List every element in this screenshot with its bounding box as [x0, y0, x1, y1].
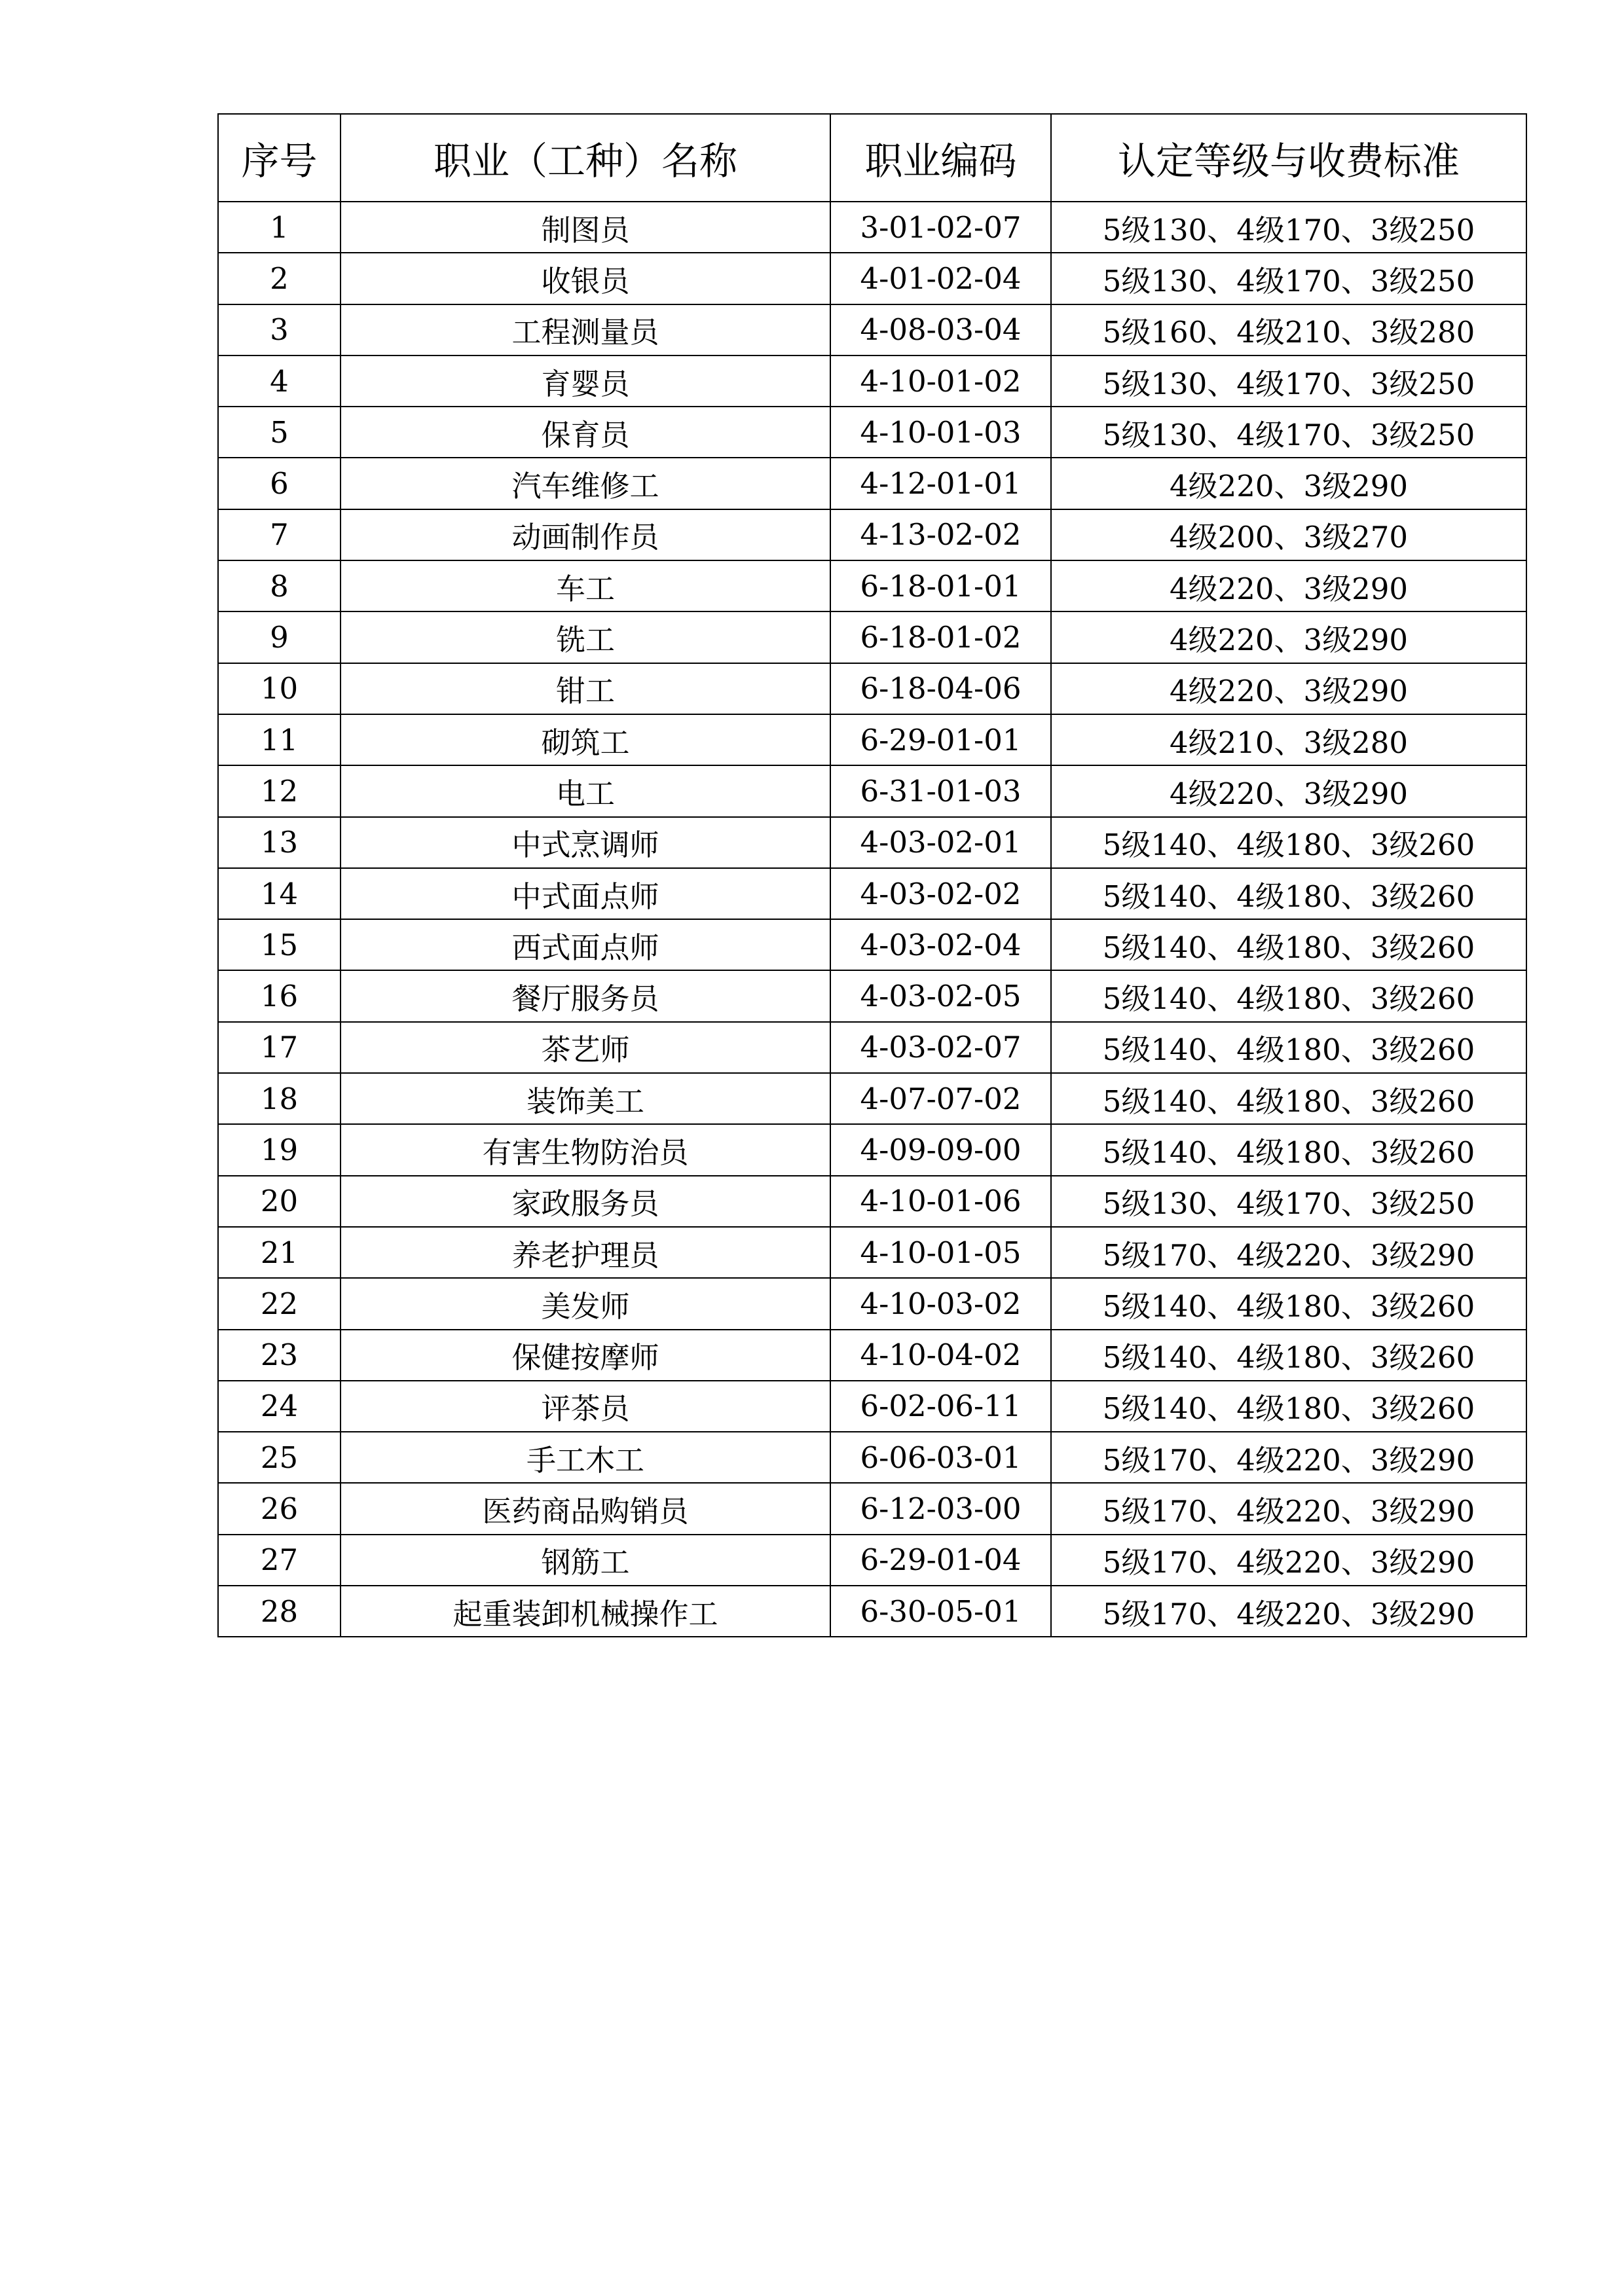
table-row: [218, 663, 1526, 714]
cell-occupation-code: 4-03-02-07: [830, 1022, 1051, 1073]
cell-serial-number: 19: [218, 1124, 341, 1175]
cell-level-and-fee: 5级170、4级220、3级290: [1051, 1483, 1526, 1534]
cell-occupation-name: 钢筋工: [341, 1535, 830, 1586]
cell-occupation-code: 4-10-01-06: [830, 1176, 1051, 1227]
header-row: [218, 114, 1526, 202]
table-row: [218, 970, 1526, 1021]
cell-level-and-fee: 4级210、3级280: [1051, 714, 1526, 765]
cell-occupation-name: 起重装卸机械操作工: [341, 1586, 830, 1637]
cell-occupation-code: 4-13-02-02: [830, 509, 1051, 560]
cell-level-and-fee: 5级170、4级220、3级290: [1051, 1535, 1526, 1586]
cell-serial-number: 28: [218, 1586, 341, 1637]
table-row: [218, 1176, 1526, 1227]
cell-occupation-code: 6-18-01-02: [830, 611, 1051, 663]
cell-occupation-name: 收银员: [341, 253, 830, 304]
cell-occupation-name: 西式面点师: [341, 919, 830, 970]
cell-level-and-fee: 5级140、4级180、3级260: [1051, 970, 1526, 1021]
header-level-and-fee: 认定等级与收费标准: [1051, 114, 1526, 202]
cell-level-and-fee: 5级130、4级170、3级250: [1051, 1176, 1526, 1227]
cell-serial-number: 27: [218, 1535, 341, 1586]
cell-serial-number: 21: [218, 1227, 341, 1278]
cell-occupation-name: 铣工: [341, 611, 830, 663]
table-row: [218, 509, 1526, 560]
cell-occupation-code: 3-01-02-07: [830, 202, 1051, 253]
table-row: [218, 611, 1526, 663]
table-row: [218, 407, 1526, 458]
cell-occupation-code: 6-18-04-06: [830, 663, 1051, 714]
cell-serial-number: 18: [218, 1073, 341, 1124]
cell-serial-number: 26: [218, 1483, 341, 1534]
cell-occupation-code: 4-10-03-02: [830, 1278, 1051, 1329]
table-row: [218, 355, 1526, 407]
cell-level-and-fee: 5级140、4级180、3级260: [1051, 919, 1526, 970]
cell-serial-number: 15: [218, 919, 341, 970]
cell-occupation-code: 6-31-01-03: [830, 765, 1051, 816]
cell-occupation-name: 中式面点师: [341, 868, 830, 919]
cell-serial-number: 23: [218, 1330, 341, 1381]
header-occupation-code: 职业编码: [830, 114, 1051, 202]
cell-occupation-name: 中式烹调师: [341, 817, 830, 868]
cell-occupation-name: 装饰美工: [341, 1073, 830, 1124]
cell-serial-number: 10: [218, 663, 341, 714]
cell-level-and-fee: 5级130、4级170、3级250: [1051, 202, 1526, 253]
cell-occupation-code: 4-10-01-05: [830, 1227, 1051, 1278]
cell-occupation-name: 医药商品购销员: [341, 1483, 830, 1534]
cell-level-and-fee: 5级170、4级220、3级290: [1051, 1227, 1526, 1278]
cell-occupation-name: 车工: [341, 560, 830, 611]
cell-occupation-code: 4-03-02-05: [830, 970, 1051, 1021]
cell-occupation-code: 4-09-09-00: [830, 1124, 1051, 1175]
cell-serial-number: 3: [218, 304, 341, 355]
cell-occupation-code: 4-03-02-01: [830, 817, 1051, 868]
table-row: [218, 304, 1526, 355]
table-row: [218, 1483, 1526, 1534]
cell-serial-number: 6: [218, 458, 341, 509]
cell-occupation-name: 有害生物防治员: [341, 1124, 830, 1175]
cell-occupation-name: 电工: [341, 765, 830, 816]
cell-occupation-name: 工程测量员: [341, 304, 830, 355]
cell-serial-number: 8: [218, 560, 341, 611]
cell-serial-number: 14: [218, 868, 341, 919]
cell-level-and-fee: 5级140、4级180、3级260: [1051, 868, 1526, 919]
cell-level-and-fee: 5级140、4级180、3级260: [1051, 1073, 1526, 1124]
table-row: [218, 919, 1526, 970]
cell-occupation-code: 6-06-03-01: [830, 1432, 1051, 1483]
cell-level-and-fee: 5级130、4级170、3级250: [1051, 355, 1526, 407]
cell-occupation-code: 6-12-03-00: [830, 1483, 1051, 1534]
cell-occupation-code: 4-12-01-01: [830, 458, 1051, 509]
cell-serial-number: 12: [218, 765, 341, 816]
cell-occupation-name: 家政服务员: [341, 1176, 830, 1227]
cell-occupation-code: 6-18-01-01: [830, 560, 1051, 611]
table-row: [218, 202, 1526, 253]
cell-serial-number: 16: [218, 970, 341, 1021]
table-body: [218, 202, 1526, 1637]
cell-level-and-fee: 4级220、3级290: [1051, 560, 1526, 611]
occupation-fee-table: [217, 113, 1527, 1637]
cell-level-and-fee: 5级170、4级220、3级290: [1051, 1586, 1526, 1637]
cell-level-and-fee: 5级140、4级180、3级260: [1051, 1330, 1526, 1381]
table-header: [218, 114, 1526, 202]
cell-serial-number: 7: [218, 509, 341, 560]
cell-occupation-name: 制图员: [341, 202, 830, 253]
cell-occupation-name: 评茶员: [341, 1381, 830, 1432]
cell-serial-number: 25: [218, 1432, 341, 1483]
cell-level-and-fee: 5级140、4级180、3级260: [1051, 1278, 1526, 1329]
cell-occupation-name: 餐厅服务员: [341, 970, 830, 1021]
cell-serial-number: 4: [218, 355, 341, 407]
cell-occupation-name: 保育员: [341, 407, 830, 458]
table-row: [218, 1124, 1526, 1175]
cell-level-and-fee: 5级140、4级180、3级260: [1051, 817, 1526, 868]
cell-level-and-fee: 4级200、3级270: [1051, 509, 1526, 560]
cell-occupation-code: 4-08-03-04: [830, 304, 1051, 355]
table-row: [218, 1432, 1526, 1483]
cell-serial-number: 13: [218, 817, 341, 868]
cell-level-and-fee: 5级170、4级220、3级290: [1051, 1432, 1526, 1483]
cell-serial-number: 5: [218, 407, 341, 458]
table-row: [218, 868, 1526, 919]
header-serial-number: 序号: [218, 114, 341, 202]
table-row: [218, 458, 1526, 509]
cell-occupation-name: 砌筑工: [341, 714, 830, 765]
cell-occupation-code: 6-30-05-01: [830, 1586, 1051, 1637]
header-occupation-name: 职业（工种）名称: [341, 114, 830, 202]
table-row: [218, 1330, 1526, 1381]
table-row: [218, 253, 1526, 304]
cell-occupation-name: 美发师: [341, 1278, 830, 1329]
cell-serial-number: 22: [218, 1278, 341, 1329]
cell-level-and-fee: 5级140、4级180、3级260: [1051, 1022, 1526, 1073]
cell-occupation-code: 4-03-02-02: [830, 868, 1051, 919]
cell-level-and-fee: 5级140、4级180、3级260: [1051, 1124, 1526, 1175]
cell-serial-number: 24: [218, 1381, 341, 1432]
cell-occupation-name: 育婴员: [341, 355, 830, 407]
table-row: [218, 1535, 1526, 1586]
cell-occupation-code: 4-07-07-02: [830, 1073, 1051, 1124]
table-row: [218, 1227, 1526, 1278]
cell-occupation-code: 4-10-01-03: [830, 407, 1051, 458]
cell-level-and-fee: 4级220、3级290: [1051, 765, 1526, 816]
table-row: [218, 1586, 1526, 1637]
table-row: [218, 817, 1526, 868]
cell-level-and-fee: 5级130、4级170、3级250: [1051, 407, 1526, 458]
cell-serial-number: 11: [218, 714, 341, 765]
table-row: [218, 1278, 1526, 1329]
cell-occupation-code: 4-10-01-02: [830, 355, 1051, 407]
table-row: [218, 560, 1526, 611]
table-row: [218, 1381, 1526, 1432]
table-row: [218, 714, 1526, 765]
cell-occupation-name: 钳工: [341, 663, 830, 714]
cell-occupation-name: 动画制作员: [341, 509, 830, 560]
cell-occupation-code: 4-10-04-02: [830, 1330, 1051, 1381]
cell-level-and-fee: 4级220、3级290: [1051, 458, 1526, 509]
cell-occupation-code: 6-29-01-04: [830, 1535, 1051, 1586]
cell-level-and-fee: 5级130、4级170、3级250: [1051, 253, 1526, 304]
cell-level-and-fee: 4级220、3级290: [1051, 611, 1526, 663]
cell-level-and-fee: 4级220、3级290: [1051, 663, 1526, 714]
cell-serial-number: 17: [218, 1022, 341, 1073]
cell-occupation-name: 保健按摩师: [341, 1330, 830, 1381]
cell-occupation-code: 4-03-02-04: [830, 919, 1051, 970]
cell-occupation-name: 汽车维修工: [341, 458, 830, 509]
cell-serial-number: 2: [218, 253, 341, 304]
cell-occupation-name: 养老护理员: [341, 1227, 830, 1278]
cell-level-and-fee: 5级140、4级180、3级260: [1051, 1381, 1526, 1432]
cell-occupation-code: 6-02-06-11: [830, 1381, 1051, 1432]
cell-serial-number: 9: [218, 611, 341, 663]
cell-occupation-name: 手工木工: [341, 1432, 830, 1483]
cell-serial-number: 1: [218, 202, 341, 253]
cell-occupation-code: 4-01-02-04: [830, 253, 1051, 304]
table-row: [218, 765, 1526, 816]
cell-serial-number: 20: [218, 1176, 341, 1227]
table-row: [218, 1073, 1526, 1124]
cell-occupation-name: 茶艺师: [341, 1022, 830, 1073]
cell-occupation-code: 6-29-01-01: [830, 714, 1051, 765]
table-row: [218, 1022, 1526, 1073]
cell-level-and-fee: 5级160、4级210、3级280: [1051, 304, 1526, 355]
